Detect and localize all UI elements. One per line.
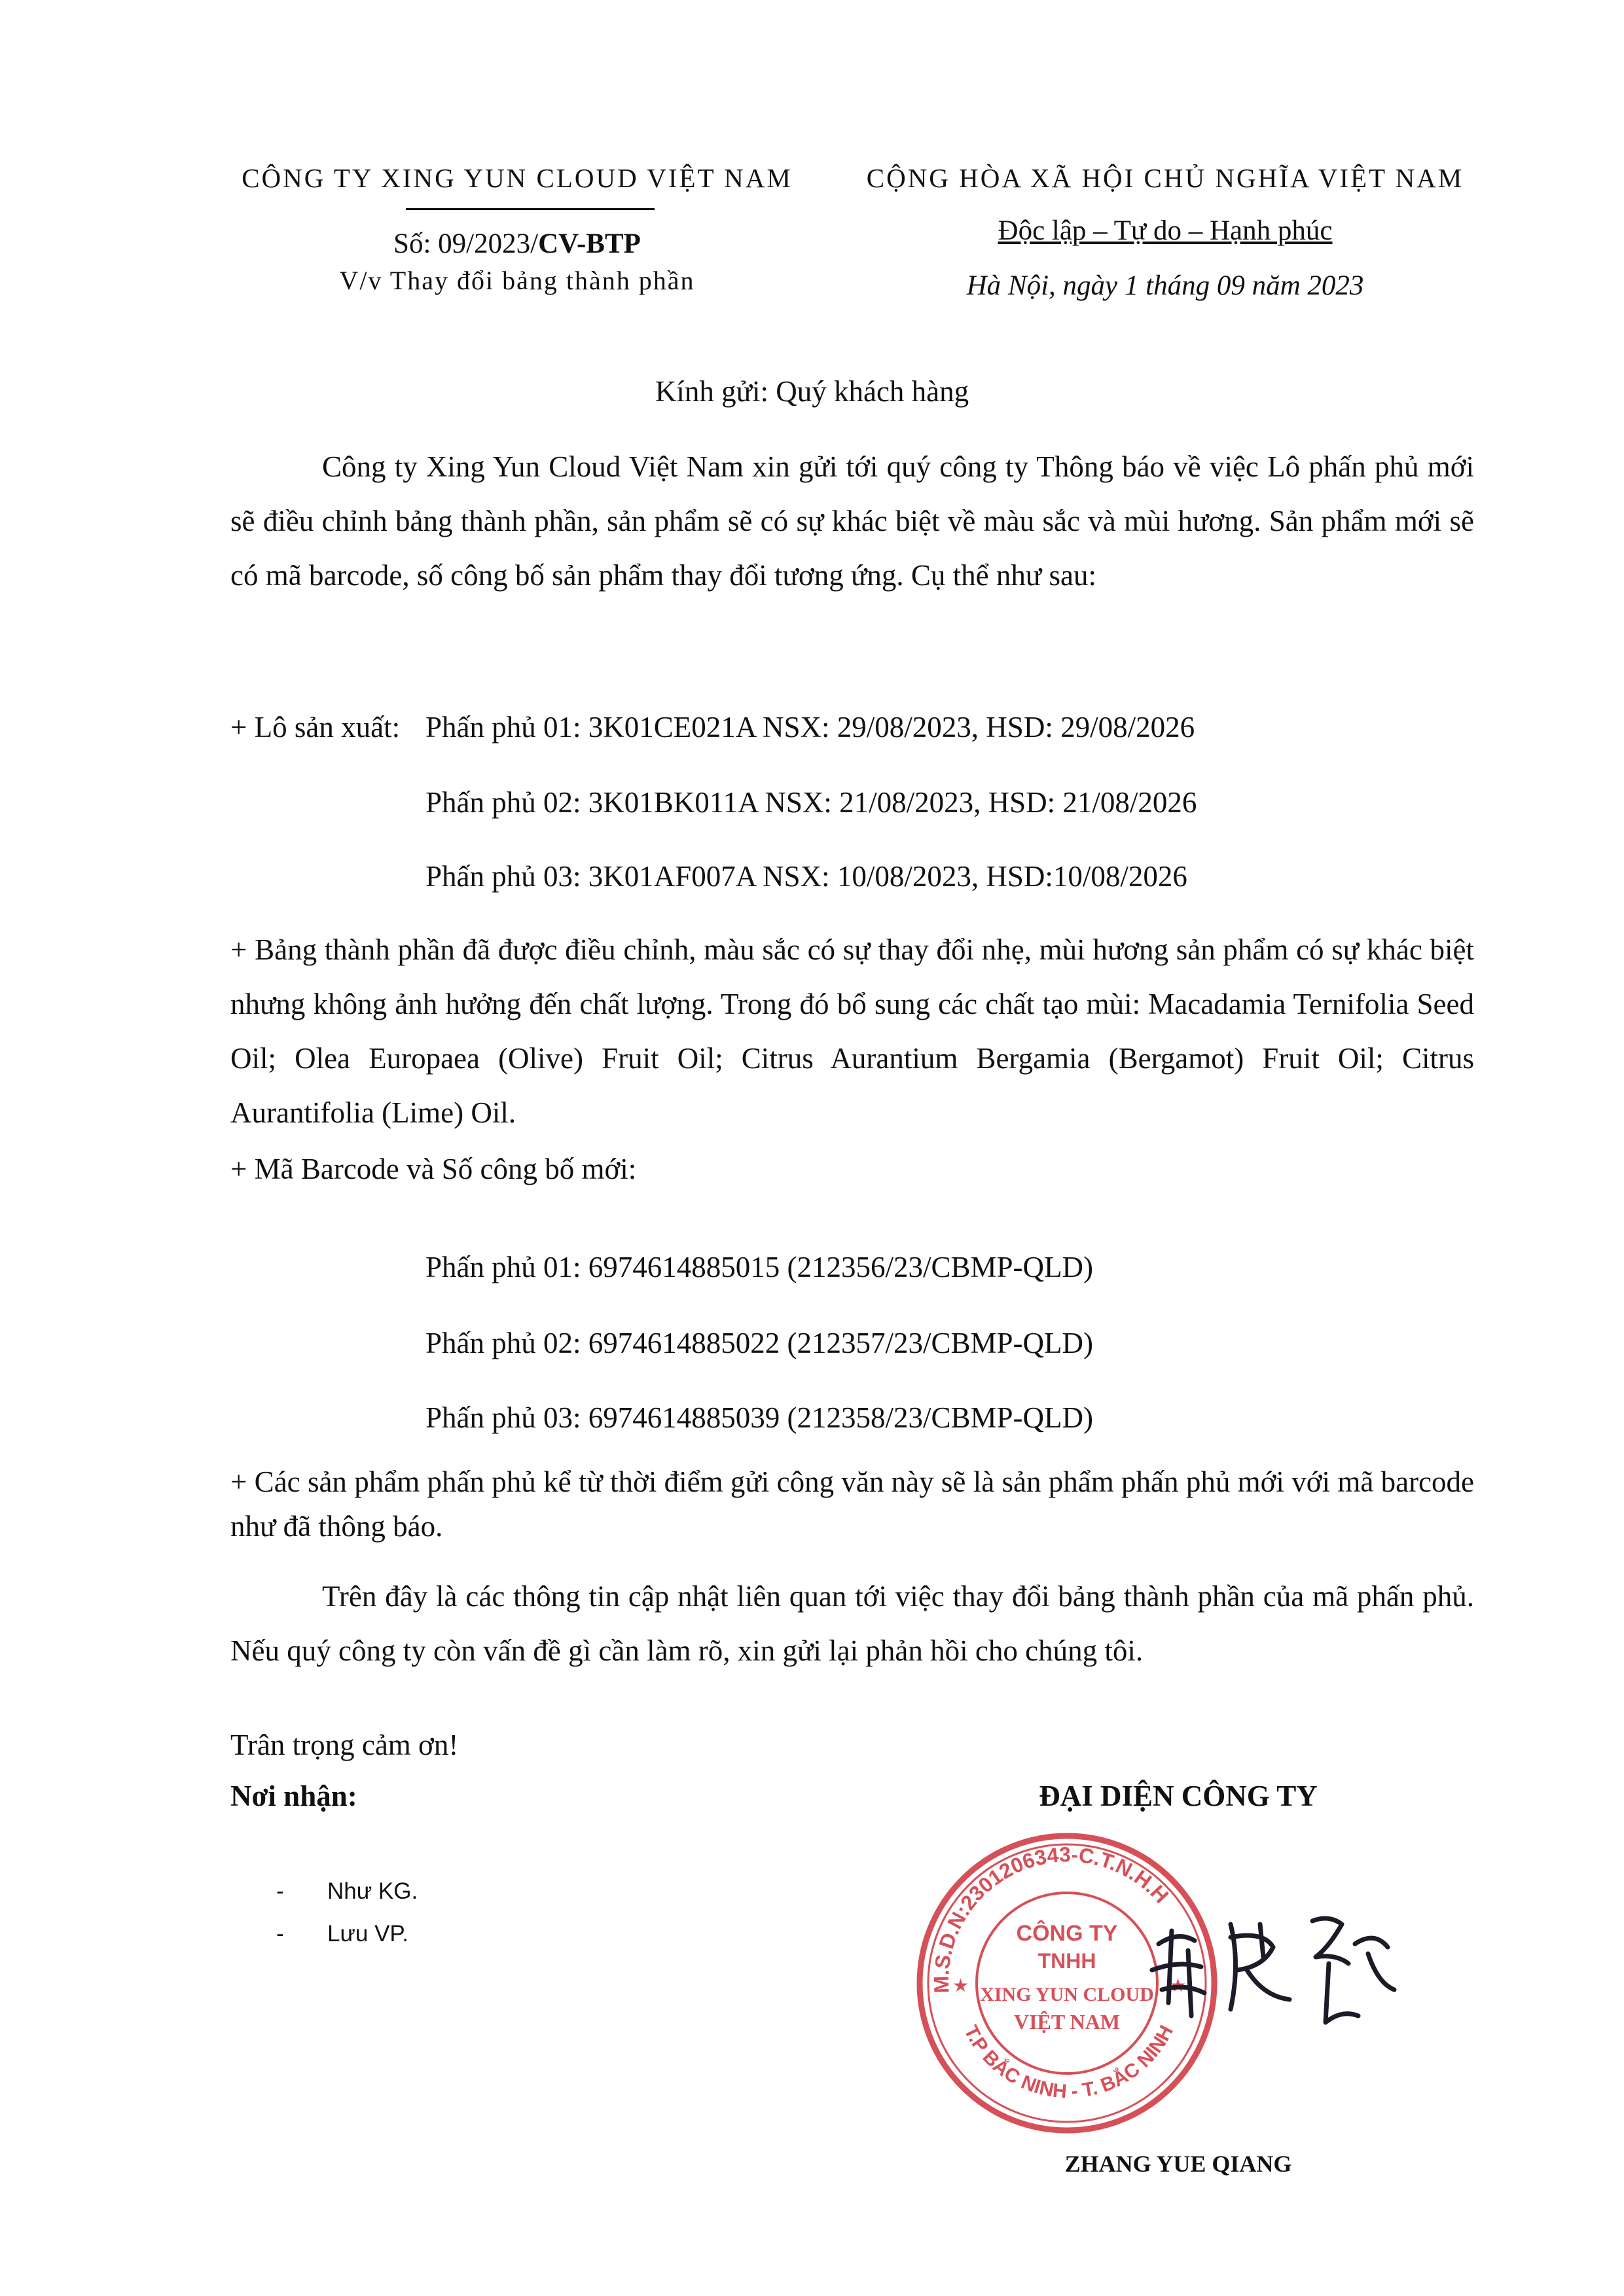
lot-item: Phấn phủ 01: 3K01CE021A NSX: 29/08/2023, HSD: 29/08/2026 [425,711,1195,744]
lot-item: Phấn phủ 03: 3K01AF007A NSX: 10/08/2023, HSD:10/08/2026 [425,860,1187,893]
stamp-star-icon: ★ [1170,1975,1187,1996]
document-number-code: CV-BTP [538,228,641,259]
document-number-prefix: Số: 09/2023/ [393,228,539,259]
lot-label: + Lô sản xuất: [230,711,401,744]
intro-paragraph: Công ty Xing Yun Cloud Việt Nam xin gửi tới quý công ty Thông báo về việc Lô phấn phủ mới sẽ điều chỉnh bảng thành phần, sản phẩm sẽ có sự khác biệt về màu sắc và mùi hương. Sản phẩm mới sẽ có mã barcode, số công bố sản phẩm thay đổi tương ứng. Cụ thể như sau: [230,450,1474,592]
signer-name: ZHANG YUE QIANG [1064,2151,1292,2177]
signature-graphic [1132,1885,1407,2049]
document-subject: V/v Thay đổi bảng thành phần [339,266,695,295]
ingredients-paragraph: + Bảng thành phần đã được điều chỉnh, màu sắc có sự thay đổi nhẹ, mùi hương sản phẩm có sự khác biệt nhưng không ảnh hưởng đến chất lượng. Trong đó bổ sung các chất tạo mùi: Macadamia Ternifolia Seed Oil; Olea Europaea (Olive) Fruit Oil; Citrus Aurantium Bergamia (Bergamot) Fruit Oil; Citrus Aurantifolia (Lime) Oil. [230,933,1474,1129]
recipient-name: Lưu VP. [327,1921,408,1946]
stamp-star-icon: ★ [952,1975,969,1996]
company-name: CÔNG TY XING YUN CLOUD VIỆT NAM [242,163,793,193]
representative-title: ĐẠI DIỆN CÔNG TY [1039,1780,1318,1812]
thanks: Trân trọng cảm ơn! [230,1729,459,1761]
lot-item: Phấn phủ 02: 3K01BK011A NSX: 21/08/2023, HSD: 21/08/2026 [425,786,1197,819]
recipient-dash: - [276,1878,284,1904]
stamp-line-3: XING YUN CLOUD [980,1984,1154,2005]
recipients-label: Nơi nhận: [230,1780,357,1812]
document-number [196,228,838,260]
barcode-item: Phấn phủ 01: 6974614885015 (212356/23/CBMP-QLD) [425,1251,1094,1283]
place-date: Hà Nội, ngày 1 tháng 09 năm 2023 [966,270,1364,301]
signature [1132,1885,1407,2049]
national-motto: Độc lập – Tự do – Hạnh phúc [998,215,1333,246]
barcode-item: Phấn phủ 02: 6974614885022 (212357/23/CBMP-QLD) [425,1327,1094,1359]
republic-title: CỘNG HÒA XÃ HỘI CHỦ NGHĨA VIỆT NAM [866,163,1464,193]
barcode-item: Phấn phủ 03: 6974614885039 (212358/23/CBMP-QLD) [425,1401,1094,1434]
company-underline [406,208,655,210]
barcode-label: + Mã Barcode và Số công bố mới: [230,1153,637,1185]
recipient-name: Như KG. [327,1878,418,1904]
stamp-bottom-text: T.P BẮC NINH - T. BẮC NINH [960,2022,1178,2103]
note-paragraph: + Các sản phẩm phấn phủ kể từ thời điểm gửi công văn này sẽ là sản phẩm phấn phủ mới với mã barcode như đã thông báo. [230,1465,1474,1543]
recipient-dash: - [276,1921,284,1946]
stamp-line-2: TNHH [1038,1949,1096,1973]
greeting: Kính gửi: Quý khách hàng [655,375,969,408]
stamp-line-1: CÔNG TY [1016,1921,1118,1946]
closing-paragraph: Trên đây là các thông tin cập nhật liên quan tới việc thay đổi bảng thành phần của mã phấn phủ. Nếu quý công ty còn vấn đề gì cần làm rõ, xin gửi lại phản hồi cho chúng tôi. [230,1580,1474,1667]
stamp-outer-text: M.S.D.N:2301206343-C.T.N.H.H [929,1842,1174,1994]
stamp-line-4: VIỆT NAM [1013,2010,1121,2034]
